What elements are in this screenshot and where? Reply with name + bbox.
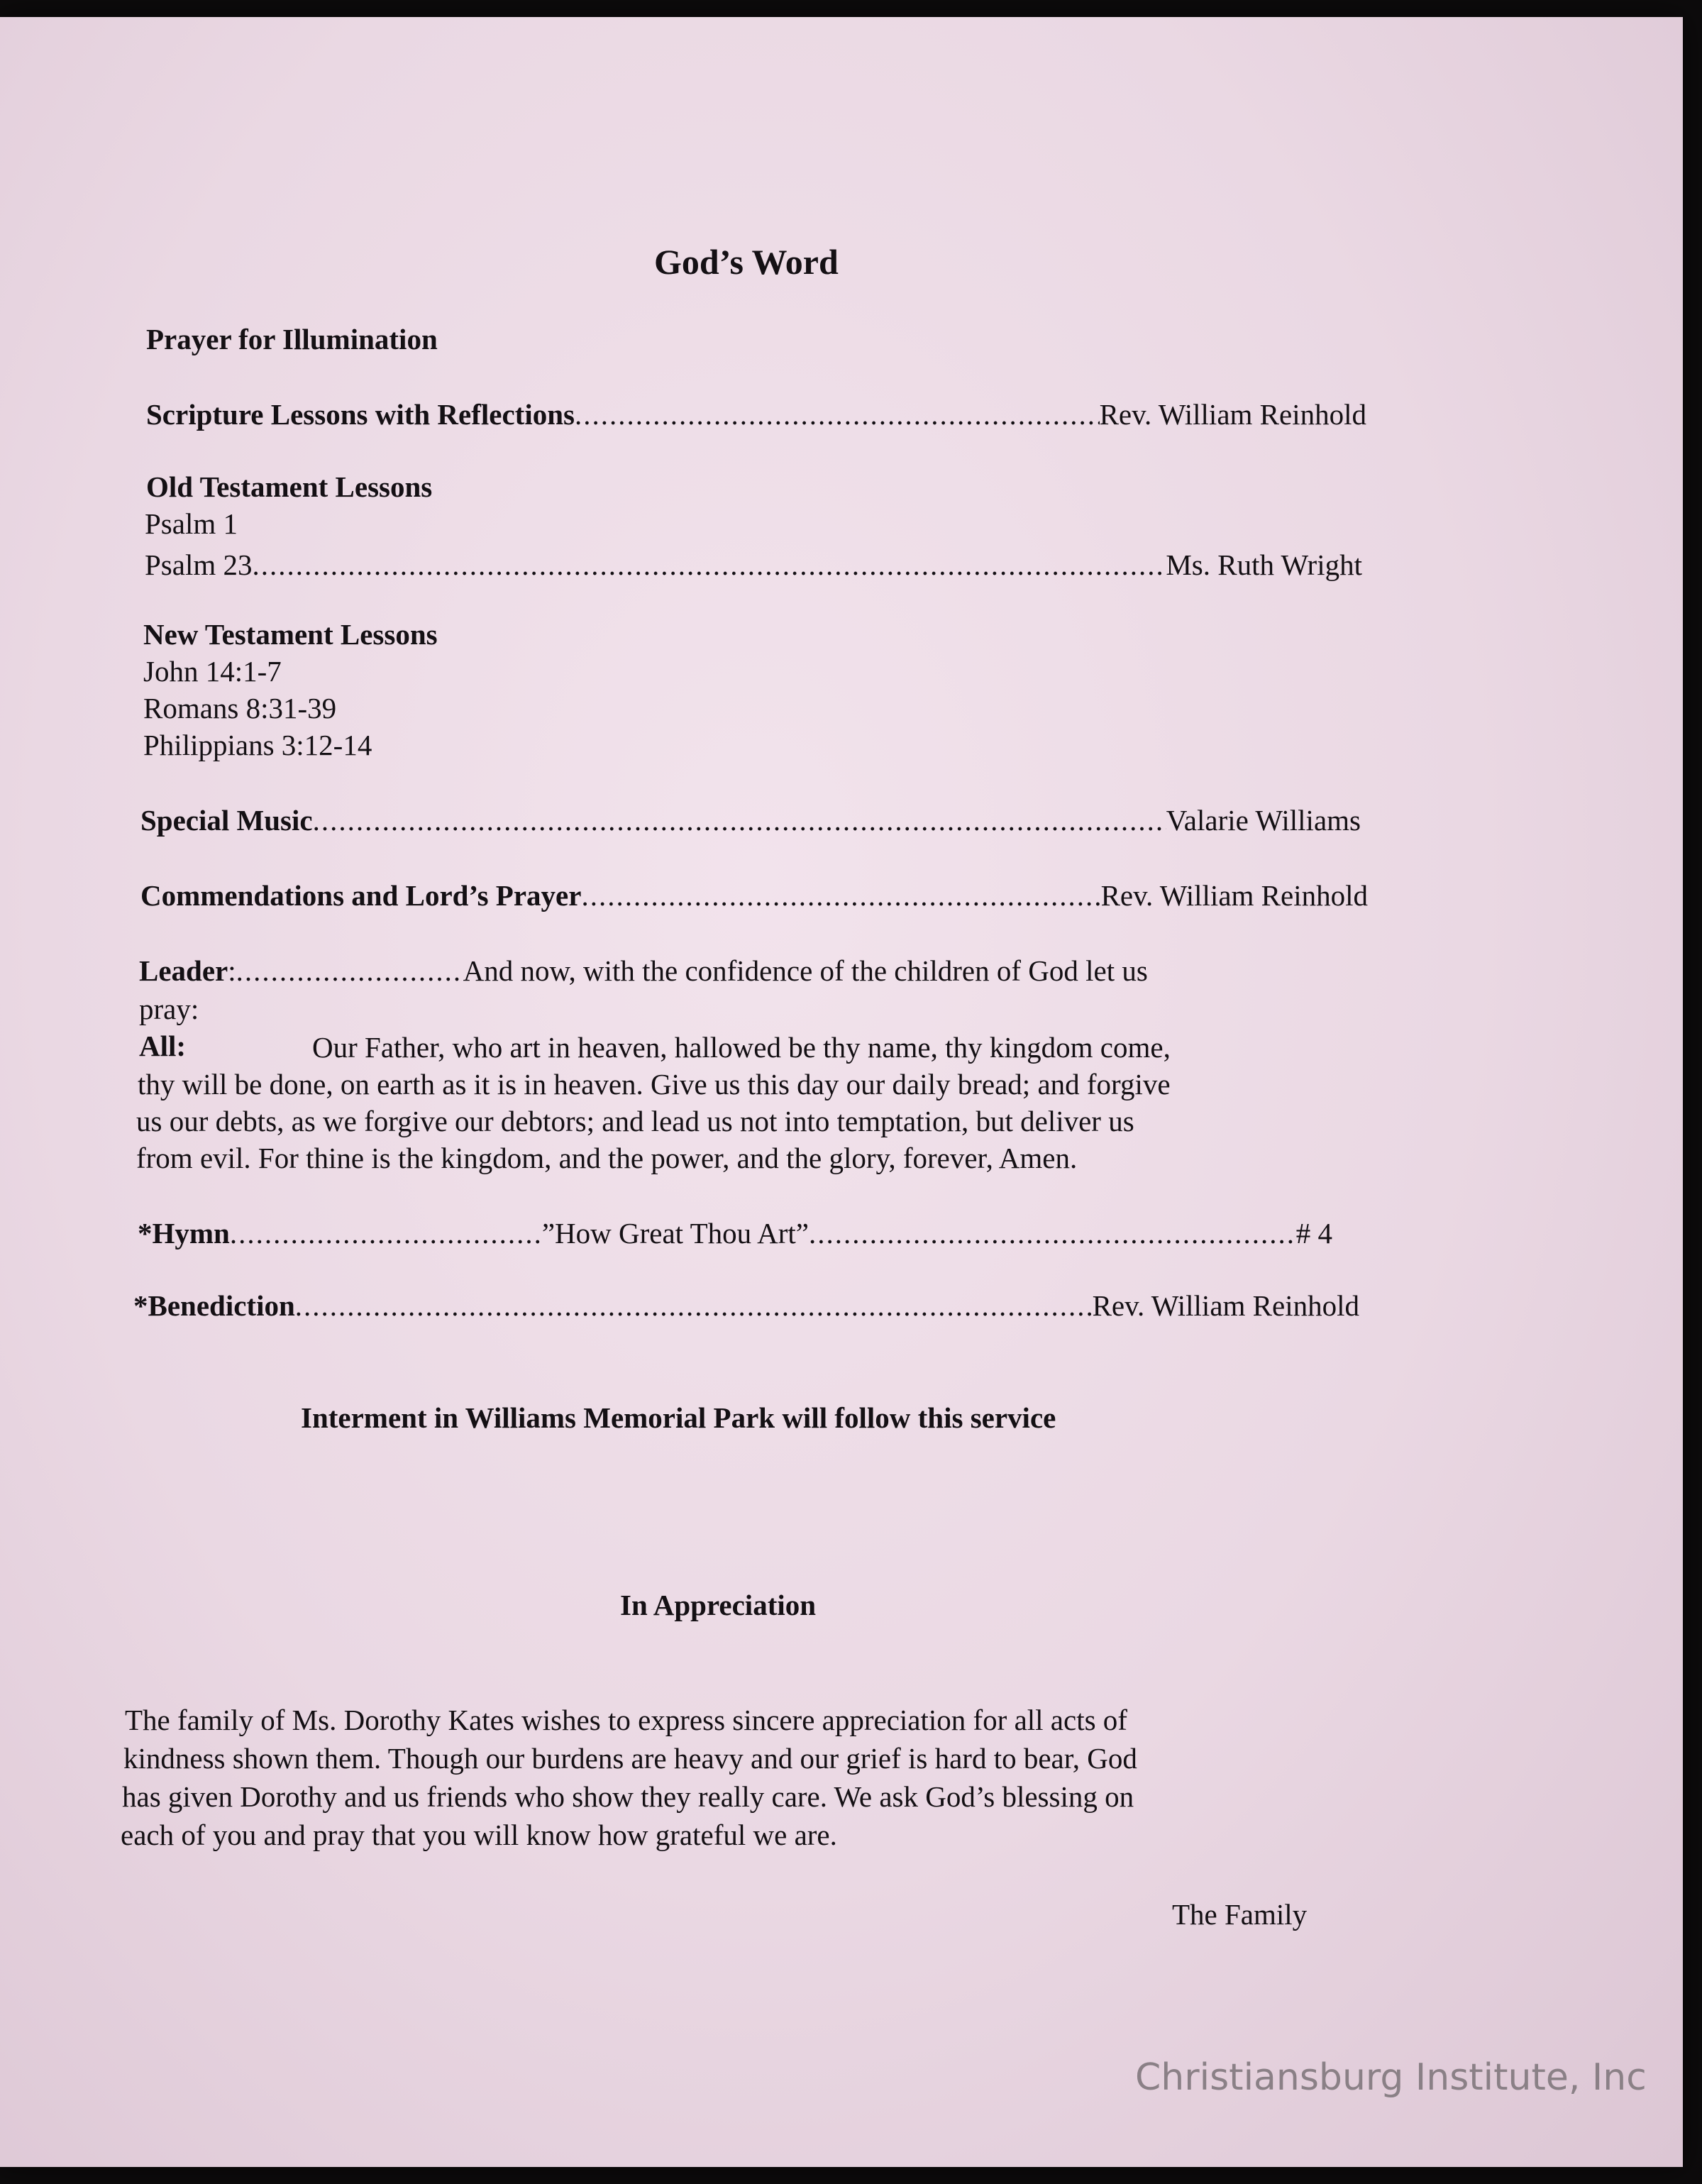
hymn-number: # 4 <box>1295 1217 1332 1250</box>
hymn-title: ”How Great Thou Art” <box>541 1217 809 1250</box>
page-title: God’s Word <box>654 242 839 282</box>
leader-text-continued: pray: <box>139 993 199 1025</box>
leader-line: Leader : ..... And now, with the confidence of the children of God let us <box>139 956 1298 986</box>
watermark: Christiansburg Institute, Inc <box>1135 2056 1647 2099</box>
psalm23-line <box>145 548 1362 581</box>
all-label: All: <box>139 1030 187 1062</box>
benediction-leader: Rev. William Reinhold <box>1092 1289 1359 1322</box>
leader-dots <box>230 1219 542 1248</box>
lords-prayer-line: us our debts, as we forgive our debtors; and lead us not into temptation, but deliver us <box>136 1105 1134 1137</box>
appreciation-heading: In Appreciation <box>620 1589 817 1621</box>
prayer-illumination-heading: Prayer for Illumination <box>146 323 438 355</box>
new-testament-lesson: Philippians 3:12-14 <box>143 729 372 761</box>
scripture-lessons-reader: Rev. William Reinhold <box>1099 398 1366 431</box>
old-testament-psalm1: Psalm 1 <box>145 507 238 540</box>
leader-dots <box>313 806 1166 835</box>
leader-dots <box>253 551 1166 580</box>
special-music-label: Special Music <box>140 804 313 837</box>
benediction-line <box>133 1291 1359 1320</box>
appreciation-line: kindness shown them. Though our burdens are heavy and our grief is hard to bear, God <box>123 1742 1137 1775</box>
old-testament-heading: Old Testament Lessons <box>146 470 433 503</box>
psalm23-label: Psalm 23 <box>145 548 253 581</box>
lords-prayer-line: thy will be done, on earth as it is in heaven. Give us this day our daily bread; and forgive <box>138 1068 1171 1101</box>
new-testament-lesson: John 14:1-7 <box>143 655 282 688</box>
hymn-label: *Hymn <box>138 1217 230 1250</box>
benediction-label: *Benediction <box>133 1289 295 1322</box>
scripture-lessons-line <box>146 400 1366 429</box>
scripture-lessons-label: Scripture Lessons with Reflections <box>146 398 575 431</box>
lords-prayer-line: from evil. For thine is the kingdom, and the power, and the glory, forever, Amen. <box>136 1142 1078 1174</box>
leader-dots <box>575 400 1100 429</box>
new-testament-lesson: Romans 8:31-39 <box>143 692 337 724</box>
psalm23-reader: Ms. Ruth Wright <box>1166 548 1362 581</box>
commendations-label: Commendations and Lord’s Prayer <box>140 879 582 912</box>
new-testament-heading: New Testament Lessons <box>143 618 438 651</box>
special-music-performer: Valarie Williams <box>1166 804 1361 837</box>
appreciation-line: has given Dorothy and us friends who show they really care. We ask God’s blessing on <box>122 1780 1134 1813</box>
leader-label: Leader <box>139 954 228 987</box>
interment-notice: Interment in Williams Memorial Park will follow this service <box>301 1401 1056 1434</box>
signature: The Family <box>1172 1898 1308 1931</box>
appreciation-line: The family of Ms. Dorothy Kates wishes to express sincere appreciation for all acts of <box>125 1704 1127 1736</box>
appreciation-line: each of you and pray that you will know how grateful we are. <box>121 1819 837 1851</box>
leader-text: And now, with the confidence of the children of God let us <box>463 954 1148 987</box>
lords-prayer-line: Our Father, who art in heaven, hallowed be thy name, thy kingdom come, <box>312 1031 1171 1064</box>
hymn-line <box>138 1219 1332 1248</box>
leader-dots <box>809 1219 1296 1248</box>
commendations-line <box>140 881 1368 910</box>
commendations-leader: Rev. William Reinhold <box>1100 879 1368 912</box>
special-music-line <box>140 806 1361 835</box>
leader-dots <box>236 956 463 986</box>
leader-dots <box>295 1291 1093 1320</box>
leader-dots <box>581 881 1100 910</box>
